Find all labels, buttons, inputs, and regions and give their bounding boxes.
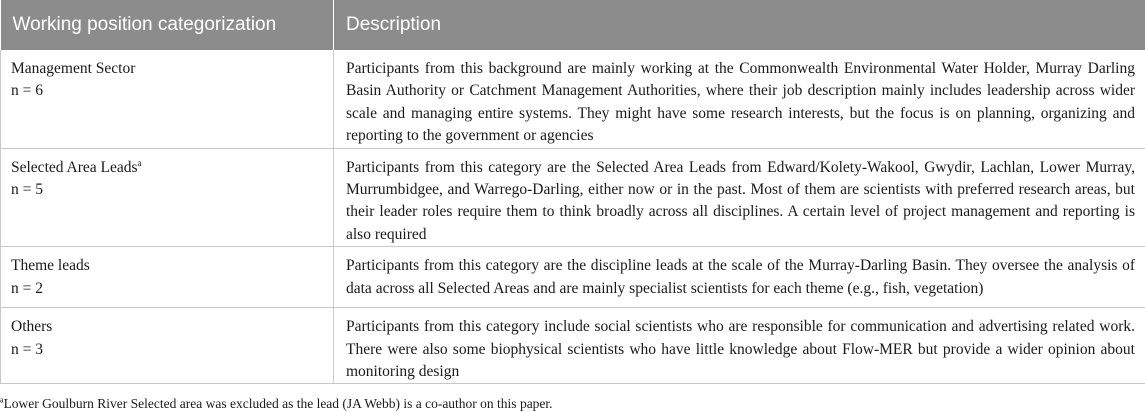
participant-count: n = 3 bbox=[11, 340, 43, 358]
table-row bbox=[1, 308, 1145, 384]
description-cell bbox=[334, 308, 1145, 384]
category-name: Others bbox=[11, 318, 53, 336]
category-cell bbox=[1, 308, 334, 384]
category-name: Management Sector bbox=[11, 60, 136, 77]
table-row bbox=[1, 148, 1145, 247]
category-name: Selected Area Leads bbox=[11, 158, 138, 176]
footnote-marker: a bbox=[0, 395, 4, 405]
footnote-text: Lower Goulburn River Selected area was excluded as the lead (JA Webb) is a co-author on this paper. bbox=[3, 396, 553, 411]
table-row bbox=[1, 50, 1145, 148]
table-footnote bbox=[0, 396, 1145, 412]
table-header-row bbox=[1, 0, 1145, 50]
category-name: Theme leads bbox=[11, 257, 90, 275]
column-header-description: Description bbox=[334, 0, 1145, 50]
description-text: Participants from this category are the Selected Area Leads from Edward/Kolety-Wakool, Gwydir, Lachlan, Lower Murray, Murrumbidgee, and Warrego-Darling, either now or in the past. Most of them are scientists with preferred research areas, but their leader roles require them to think broadly across all disciplines. A certain level of project management and reporting is also required bbox=[346, 158, 1135, 243]
description-cell bbox=[334, 148, 1145, 247]
category-cell bbox=[1, 247, 334, 308]
participant-count: n = 6 bbox=[11, 82, 43, 100]
participant-count: n = 5 bbox=[11, 181, 43, 199]
description-text: Participants from this category are the discipline leads at the scale of the Murray-Darling Basin. They oversee the analysis of data across all Selected Areas and are mainly specialist scientists for each theme (e.g., fish, vegetation) bbox=[346, 257, 1135, 297]
table-row bbox=[1, 247, 1145, 308]
description-cell bbox=[334, 247, 1145, 308]
participant-count: n = 2 bbox=[11, 279, 43, 297]
category-cell bbox=[1, 148, 334, 247]
description-cell bbox=[334, 50, 1145, 148]
description-text: Participants from this category include social scientists who are responsible for communication and advertising related work. There were also some biophysical scientists who have little knowledge about Flow-MER but provide a wider opinion about monitoring design bbox=[346, 318, 1135, 381]
description-text: Participants from this background are mainly working at the Commonwealth Environmental Water Holder, Murray Darling Basin Authority or Catchment Management Authorities, where their job description mainly includes leadership across wider scale and managing entire systems. They might have some research interests, but the focus is on planning, organizing and reporting to the government or agencies bbox=[346, 60, 1135, 145]
category-cell bbox=[1, 50, 334, 148]
column-header-categorization: Working position categorization bbox=[1, 0, 334, 50]
footnote-marker: a bbox=[137, 157, 142, 168]
